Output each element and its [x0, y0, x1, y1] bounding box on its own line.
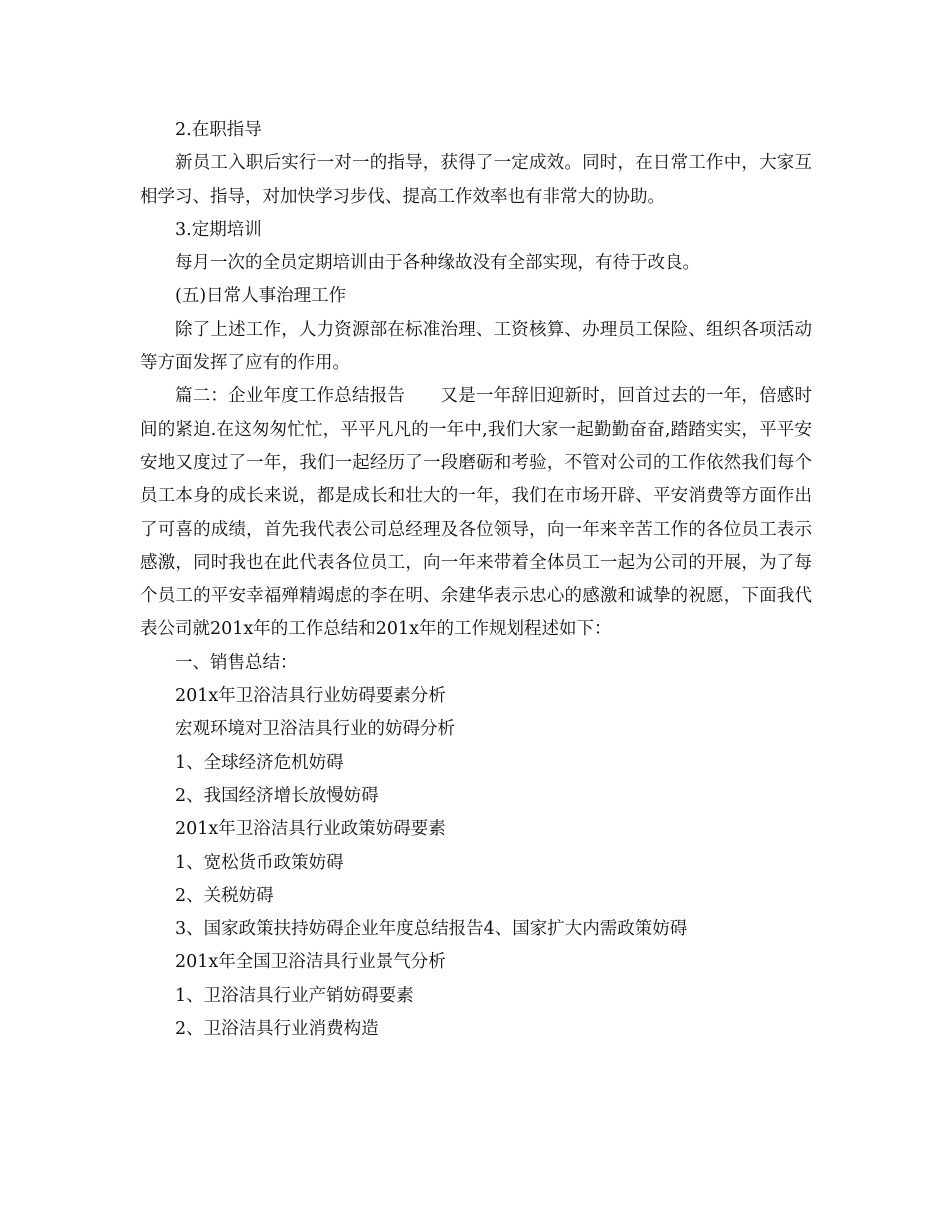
- paragraph-heading-daily-hr: (五)日常人事治理工作: [175, 286, 347, 307]
- list-item: 2、关税妨碍: [175, 885, 274, 906]
- list-item: 201x年卫浴洁具行业政策妨碍要素: [175, 819, 446, 840]
- list-item: 3、国家政策扶持妨碍企业年度总结报告4、国家扩大内需政策妨碍: [175, 919, 688, 940]
- list-item: 1、全球经济危机妨碍: [175, 752, 344, 773]
- list-item: 2、我国经济增长放慢妨碍: [175, 785, 379, 806]
- paragraph-annual-report: 篇二：企业年度工作总结报告 又是一年辞旧迎新时，回首过去的一年，倍感时间的紧迫.在这匆匆忙忙，平平凡凡的一年中,我们大家一起勤勤奋奋,踏踏实实，平平安安地又度过了一年，我们一起经历了一段磨砺和考验，不管对公司的工作依然我们每个员工本身的成长来说，都是成长和壮大的一年，我们在市场开辟、平安消费等方面作出了可喜的成绩，首先我代表公司总经理及各位领导，向一年来辛苦工作的各位员工表示感激，同时我也在此代表各位员工，向一年来带着全体员工一起为公司的开展，为了每个员工的平安幸福殚精竭虑的李在明、余建华表示忠心的感激和诚挚的祝愿，下面我代表公司就201x年的工作总结和201x年的工作规划程述如下：: [140, 386, 812, 640]
- paragraph-heading-regular-training: 3.定期培训: [175, 219, 262, 240]
- paragraph-regular-training: 每月一次的全员定期培训由于各种缘故没有全部实现，有待于改良。: [175, 253, 700, 274]
- list-item: 1、卫浴洁具行业产销妨碍要素: [175, 985, 414, 1006]
- list-item: 1、宽松货币政策妨碍: [175, 852, 344, 873]
- paragraph-heading-sales-summary: 一、销售总结：: [175, 652, 298, 673]
- list-item: 宏观环境对卫浴洁具行业的妨碍分析: [175, 719, 455, 740]
- document-body: [140, 114, 812, 1046]
- paragraph-heading-on-job-guidance: 2.在职指导: [175, 120, 262, 140]
- list-item: 201x年全国卫浴洁具行业景气分析: [175, 952, 446, 973]
- list-item: 201x年卫浴洁具行业妨碍要素分析: [175, 686, 446, 707]
- list-item: 2、卫浴洁具行业消费构造: [175, 1019, 379, 1040]
- paragraph-on-job-guidance: 新员工入职后实行一对一的指导，获得了一定成效。同时，在日常工作中，大家互相学习、指导，对加快学习步伐、提高工作效率也有非常大的协助。: [140, 153, 812, 207]
- paragraph-daily-hr: 除了上述工作，人力资源部在标准治理、工资核算、办理员工保险、组织各项活动等方面发挥了应有的作用。: [140, 319, 812, 374]
